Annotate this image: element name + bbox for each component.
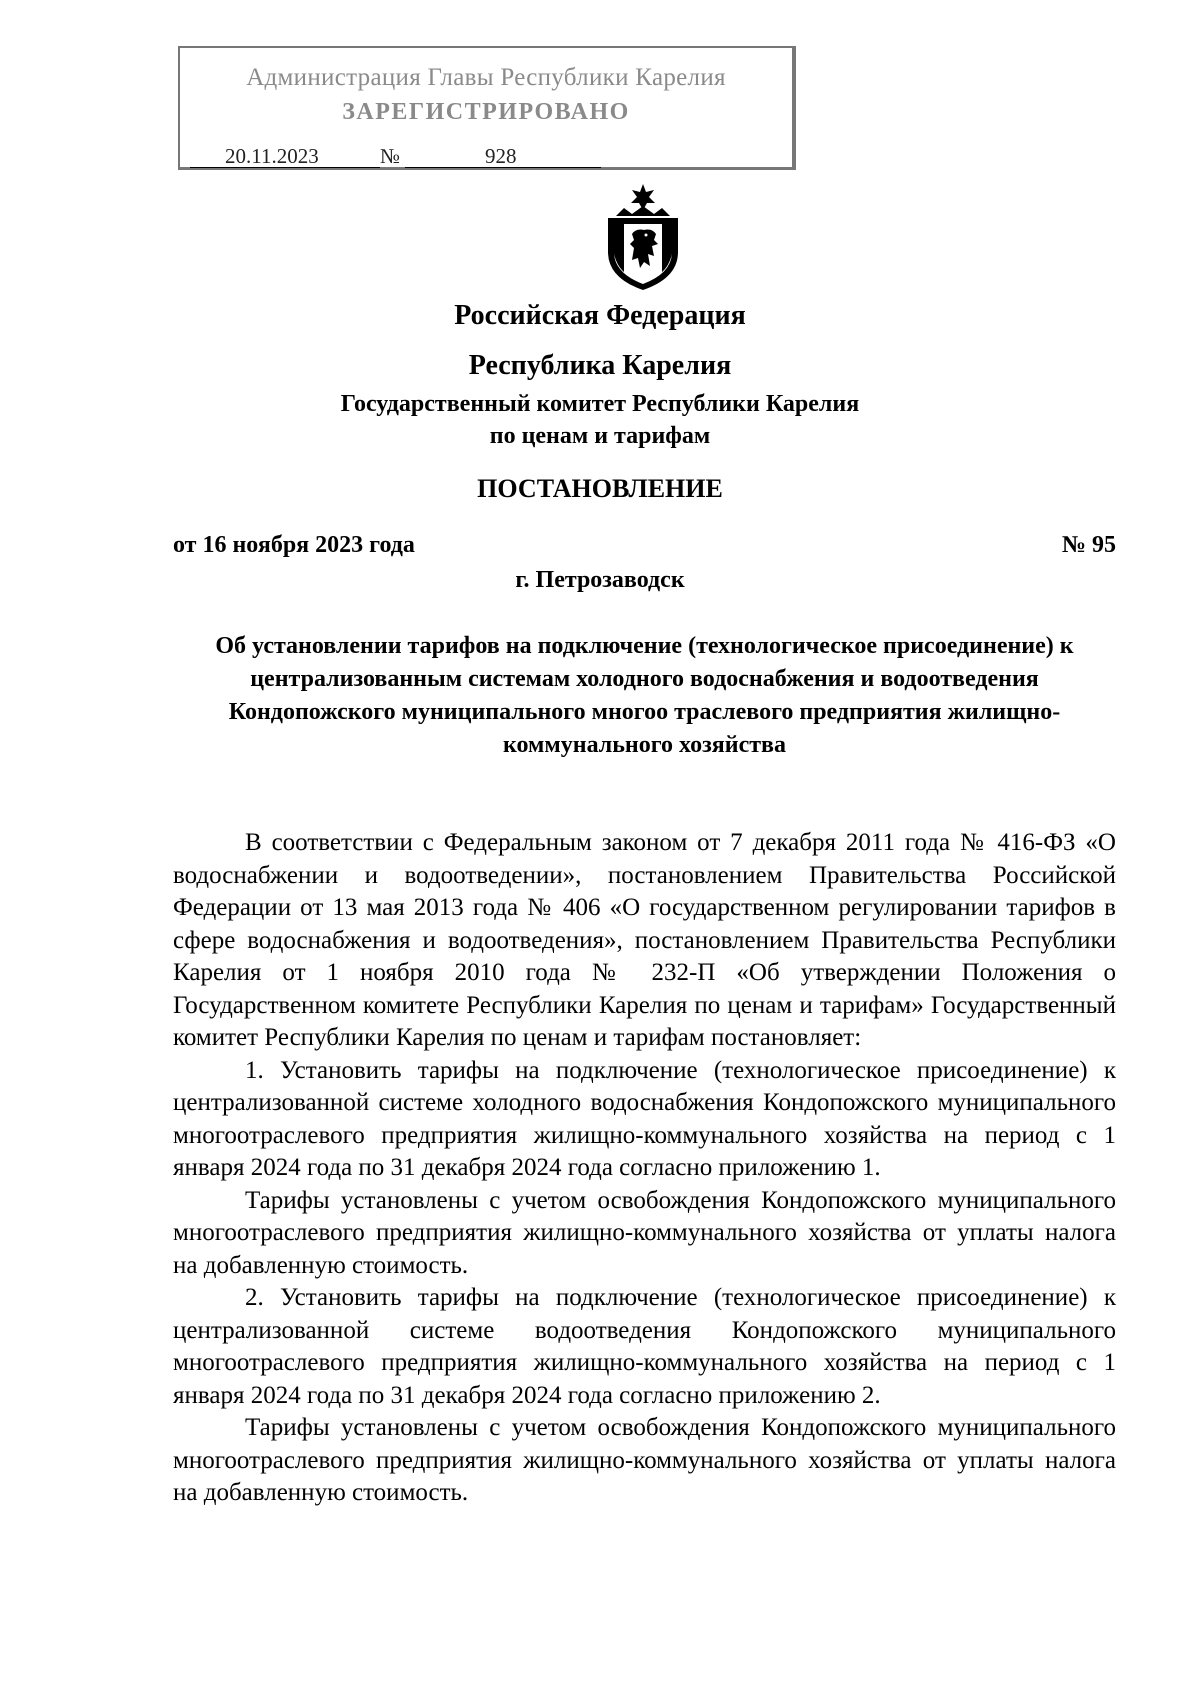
document-type: ПОСТАНОВЛЕНИЕ: [477, 474, 723, 503]
item-1-note-paragraph: Тарифы установлены с учетом освобождения Кондопожского муниципального многоотраслевого предприятия жилищно-коммунального хозяйства от уплаты налога на добавленную стоимость.: [173, 1186, 1116, 1279]
item-2-paragraph: 2. Установить тарифы на подключение (технологическое присоединение) к централизованной системе водоотведения Кондопожского муниципального многоотраслевого предприятия жилищно-коммунального хозяйства на период с 1 января 2024 года по 31 декабря 2024 года согласно приложению 2.: [173, 1284, 1116, 1409]
item-1-paragraph: 1. Установить тарифы на подключение (технологическое присоединение) к централизованной системе холодного водоснабжения Кондопожского муниципального многоотраслевого предприятия жилищно-коммунального хозяйства на период с 1 января 2024 года по 31 декабря 2024 года согласно приложению 1.: [173, 1056, 1116, 1181]
document-subject: Об установлении тарифов на подключение (технологическое присоединение) к централизованным системам холодного водоснабжения и водоотведения Кондопожского муниципального многоо траслевого предприятия жилищно-коммунального хозяйства: [215, 633, 1074, 758]
stamp-registration-line: [0, 144, 600, 172]
stamp-reg-number: 928: [485, 144, 517, 168]
country-heading: Российская Федерация: [454, 300, 746, 331]
committee-heading: [0, 388, 1200, 452]
region-heading: Республика Карелия: [468, 350, 732, 381]
document-city: г. Петрозаводск: [515, 567, 685, 593]
karelia-coat-of-arms-icon: [602, 182, 684, 292]
preamble-paragraph: В соответствии с Федеральным законом от 7 декабря 2011 года № 416-ФЗ «О водоснабжении и водоотведении», постановлением Правительства Российской Федерации от 13 мая 2013 года № 406 «О государственном регулировании тарифов в сфере водоснабжения и водоотведения», постановлением Правительства Республики Карелия от 1 ноября 2010 года № 232-П «Об утверждении Положения о Государственном комитете Республики Карелия по ценам и тарифам» Государственный комитет Республики Карелия по ценам и тарифам постановляет:: [173, 829, 1116, 1051]
stamp-date: 20.11.2023: [225, 144, 319, 168]
stamp-authority: Администрация Главы Республики Карелия: [246, 64, 726, 91]
item-2-note-paragraph: Тарифы установлены с учетом освобождения Кондопожского муниципального многоотраслевого предприятия жилищно-коммунального хозяйства от уплаты налога на добавленную стоимость.: [173, 1414, 1116, 1506]
stamp-number-sign: №: [380, 144, 401, 168]
stamp-status: ЗАРЕГИСТРИРОВАНО: [342, 99, 630, 125]
document-date: от 16 ноября 2023 года: [173, 532, 415, 558]
committee-line-2: по ценам и тарифам: [489, 423, 711, 449]
committee-line-1: Государственный комитет Республики Карелия: [340, 391, 860, 417]
document-number: № 95: [1061, 532, 1116, 558]
document-body: [173, 827, 1116, 1510]
